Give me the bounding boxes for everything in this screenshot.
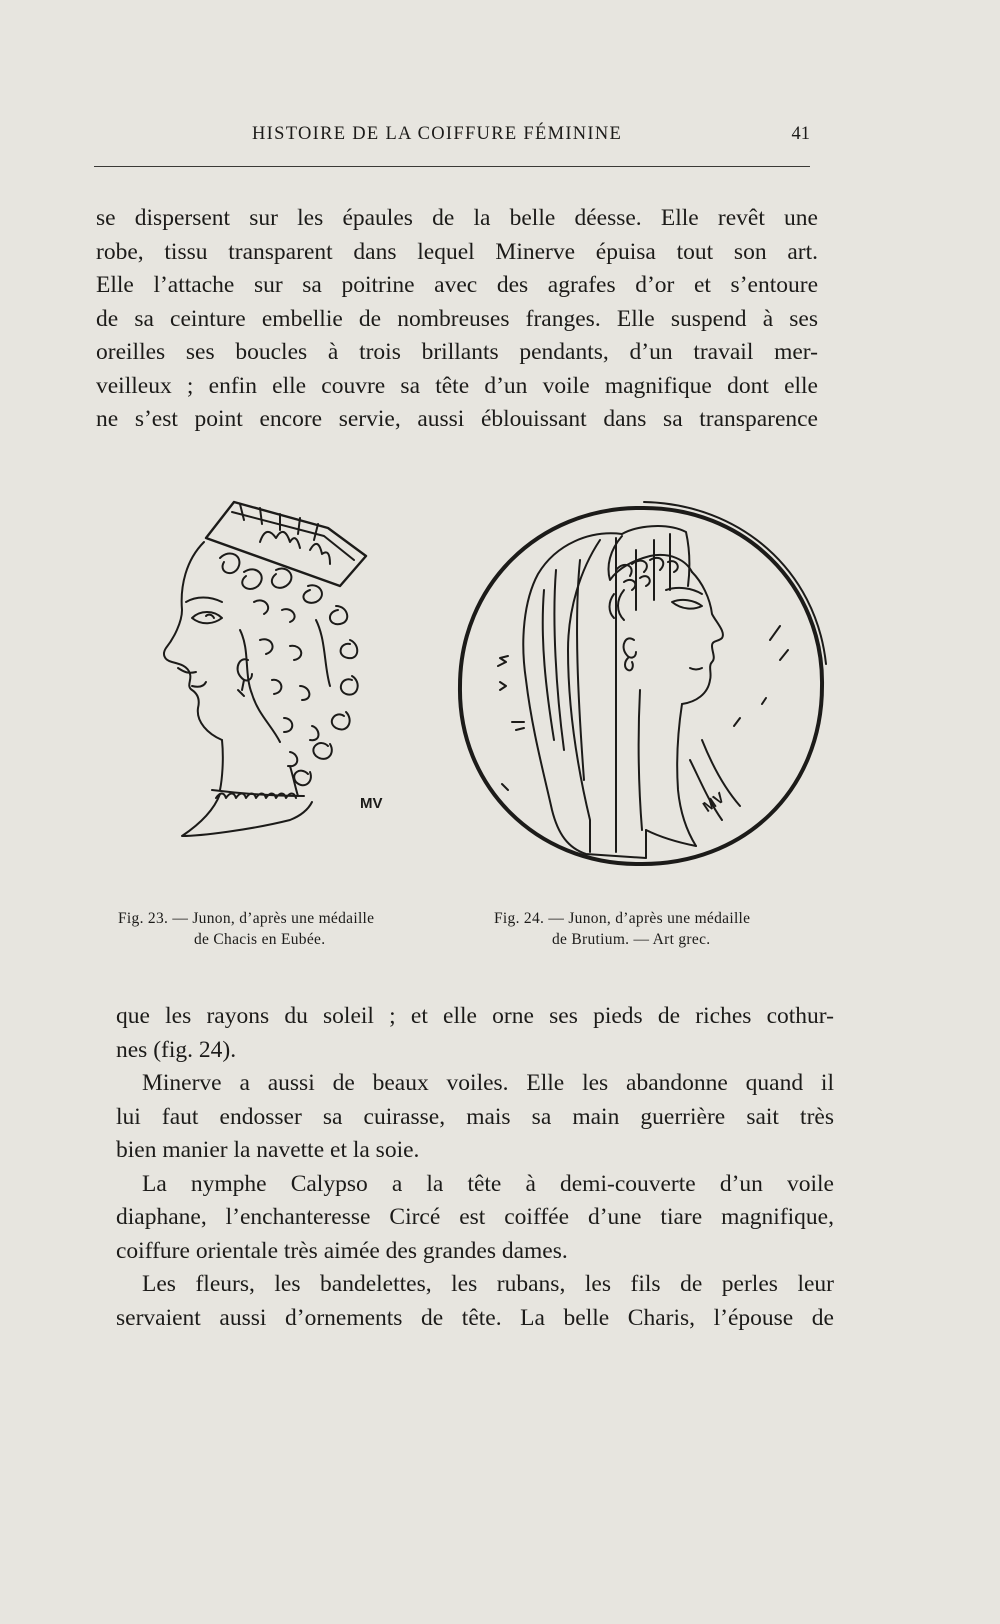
- text-line: bien manier la navette et la soie.: [116, 1137, 420, 1163]
- paragraph-continued: [96, 202, 818, 437]
- caption-line: de Brutium. — Art grec.: [552, 931, 711, 948]
- text-line: La nymphe Calypso a la tête à demi-couverte d’un voile: [142, 1170, 834, 1197]
- text-line: Elle l’attache sur sa poitrine avec des agrafes d’or et s’entoure: [96, 272, 818, 298]
- text-line: lui faut endosser sa cuirasse, mais sa main guerrière sait très: [116, 1103, 834, 1130]
- text-line: coiffure orientale très aimée des grandes dames.: [116, 1237, 568, 1264]
- artist-monogram: MV: [360, 795, 383, 812]
- text-line: servaient aussi d’ornements de tête. La belle Charis, l’épouse de: [116, 1304, 834, 1331]
- text-line: Minerve a aussi de beaux voiles. Elle les abandonne quand il: [142, 1070, 834, 1096]
- running-title: HISTOIRE DE LA COIFFURE FÉMININE: [252, 124, 623, 144]
- caption-fig-24: [494, 908, 824, 950]
- caption-line: Fig. 23. — Junon, d’après une médaille: [118, 910, 375, 927]
- figure-23: [140, 490, 420, 890]
- veiled-junon-medal-icon: [440, 490, 840, 890]
- page-number: 41: [791, 124, 810, 144]
- paragraph-following: [116, 1000, 834, 1335]
- figure-24: [440, 490, 840, 890]
- text-line: oreilles ses boucles à trois brillants pendants, d’un travail mer-: [96, 339, 818, 365]
- text-line: Les fleurs, les bandelettes, les rubans, les fils de perles leur: [142, 1271, 834, 1297]
- text-line: nes (fig. 24).: [116, 1036, 237, 1063]
- text-line: que les rayons du soleil ; et elle orne ses pieds de riches cothur-: [116, 1003, 834, 1029]
- caption-line: de Chacis en Eubée.: [194, 931, 326, 948]
- figure-row: [110, 490, 830, 950]
- text-line: robe, tissu transparent dans lequel Minerve épuisa tout son art.: [96, 238, 818, 265]
- text-line: se dispersent sur les épaules de la belle déesse. Elle revêt une: [96, 205, 818, 231]
- junon-profile-drawing-icon: [140, 490, 420, 890]
- running-head: [94, 124, 810, 152]
- text-line: veilleux ; enfin elle couvre sa tête d’un voile magnifique dont elle: [96, 372, 818, 399]
- artist-monogram: MV: [699, 789, 728, 816]
- text-line: de sa ceinture embellie de nombreuses franges. Elle suspend à ses: [96, 305, 818, 332]
- header-rule: [94, 166, 810, 167]
- caption-fig-23: [118, 908, 438, 950]
- text-line: ne s’est point encore servie, aussi éblouissant dans sa transparence: [96, 406, 818, 432]
- caption-line: Fig. 24. — Junon, d’après une médaille: [494, 910, 751, 927]
- text-line: diaphane, l’enchanteresse Circé est coiffée d’une tiare magnifique,: [116, 1204, 834, 1230]
